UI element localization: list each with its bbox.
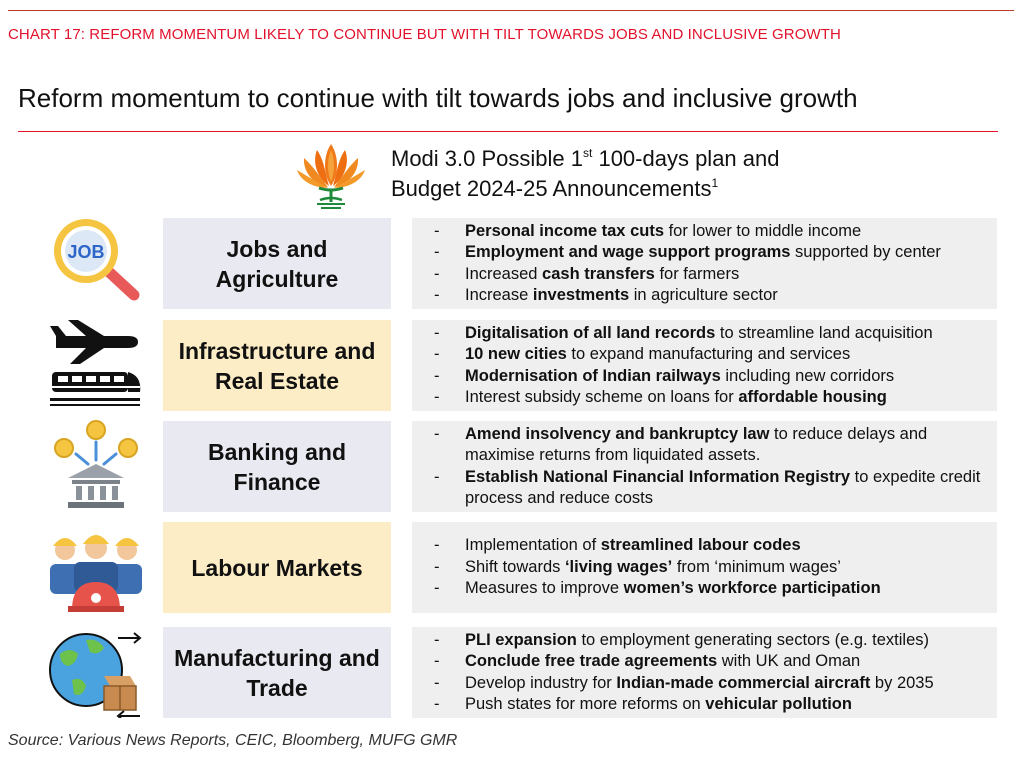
job-search-icon (46, 215, 146, 305)
list-item: - Establish National Financial Information Registry to expedite credit process and reduce costs (424, 467, 985, 510)
category-label: Manufacturing and Trade (163, 627, 391, 718)
page-title: Reform momentum to continue with tilt towards jobs and inclusive growth (18, 83, 858, 113)
top-rule (8, 10, 1014, 11)
list-item: - Digitalisation of all land records to streamline land acquisition (424, 323, 985, 345)
title-rule (18, 131, 998, 132)
list-item: - 10 new cities to expand manufacturing and services (424, 344, 985, 366)
list-item: - Push states for more reforms on vehicular pollution (424, 694, 985, 716)
list-item: - Implementation of streamlined labour codes (424, 535, 985, 557)
list-item: - Modernisation of Indian railways including new corridors (424, 366, 985, 388)
lotus-icon (295, 140, 367, 212)
workers-icon (46, 524, 146, 614)
detail-list (412, 522, 997, 613)
list-item: - Develop industry for Indian-made commercial aircraft by 2035 (424, 673, 985, 695)
list-item: - Interest subsidy scheme on loans for affordable housing (424, 387, 985, 409)
category-label: Banking and Finance (163, 421, 391, 512)
chart-label: CHART 17: REFORM MOMENTUM LIKELY TO CONTINUE BUT WITH TILT TOWARDS JOBS AND INCLUSIVE GROWTH (8, 26, 841, 43)
list-item: - Personal income tax cuts for lower to middle income (424, 221, 985, 243)
source-note: Source: Various News Reports, CEIC, Bloomberg, MUFG GMR (8, 732, 458, 749)
detail-list (412, 627, 997, 718)
detail-list (412, 421, 997, 512)
globe-trade-icon (46, 628, 146, 718)
list-item: - Measures to improve women’s workforce participation (424, 578, 985, 600)
list-item: - Shift towards ‘living wages’ from ‘minimum wages’ (424, 557, 985, 579)
bank-coins-icon (46, 420, 146, 510)
list-item: - Increase investments in agriculture sector (424, 285, 985, 307)
list-item: - Employment and wage support programs supported by center (424, 242, 985, 264)
list-item: - PLI expansion to employment generating sectors (e.g. textiles) (424, 630, 985, 652)
list-item: - Amend insolvency and bankruptcy law to reduce delays and maximise returns from liquidated assets. (424, 424, 985, 467)
category-label: Jobs and Agriculture (163, 218, 391, 309)
category-label: Labour Markets (163, 522, 391, 613)
list-item: - Conclude free trade agreements with UK and Oman (424, 651, 985, 673)
category-label: Infrastructure and Real Estate (163, 320, 391, 411)
detail-list (412, 218, 997, 309)
plan-heading: Modi 3.0 Possible 1st 100-days plan and Budget 2024-25 Announcements$^1$ (391, 146, 780, 201)
detail-list (412, 320, 997, 411)
svg-text:JOB: JOB (67, 242, 105, 262)
plane-train-icon (46, 318, 146, 408)
list-item: - Increased cash transfers for farmers (424, 264, 985, 286)
